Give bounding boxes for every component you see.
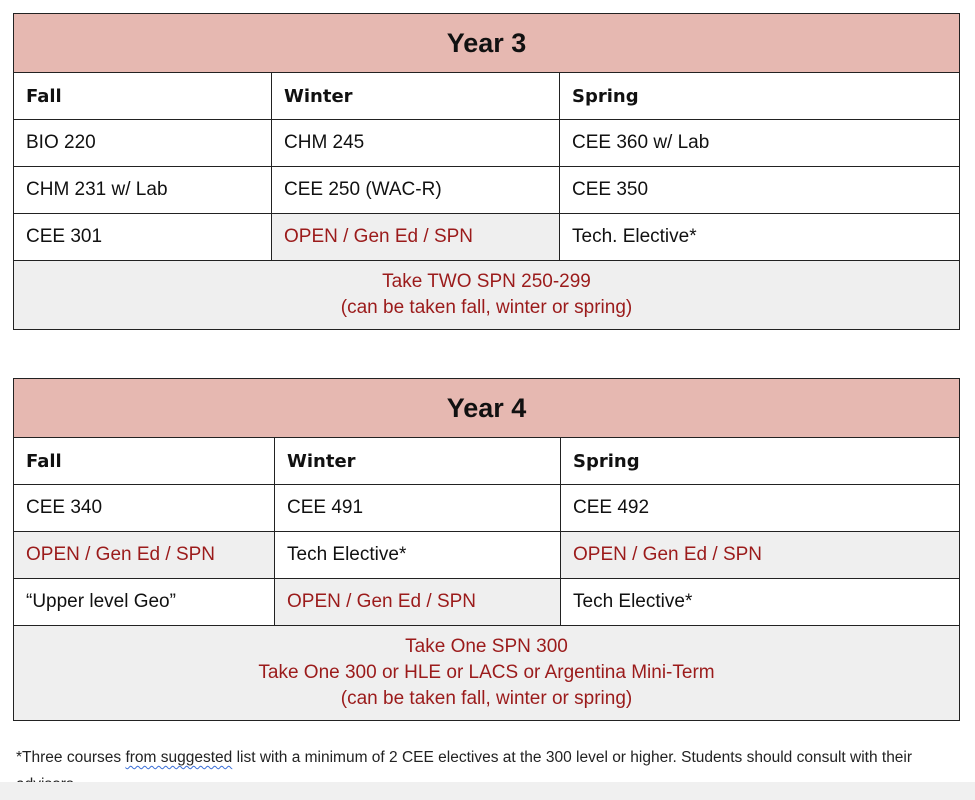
year-4-winter-open-slot: OPEN / Gen Ed / SPN — [275, 579, 561, 626]
year-4-note-line: Take One 300 or HLE or LACS or Argentina Mini-Term — [258, 662, 715, 683]
year-3-header-winter: Winter — [272, 73, 560, 120]
year-4-spring-open-slot: OPEN / Gen Ed / SPN — [561, 532, 960, 579]
year-3-fall-course: BIO 220 — [14, 120, 272, 167]
year-4-fall-course: CEE 340 — [14, 485, 275, 532]
spellcheck-underlined-text[interactable]: from suggested — [125, 749, 233, 766]
year-3-table — [13, 13, 960, 330]
year-4-winter-course: Tech Elective* — [275, 532, 561, 579]
year-3-note-line: (can be taken fall, winter or spring) — [340, 297, 633, 318]
year-4-table — [13, 378, 960, 721]
year-4-note — [14, 626, 960, 721]
year-3-spring-course: CEE 350 — [560, 167, 960, 214]
table-row — [14, 120, 960, 167]
year-3-note-line: Take TWO SPN 250-299 — [382, 271, 591, 292]
window-bottom-bar — [0, 782, 975, 800]
year-3-winter-course: CHM 245 — [272, 120, 560, 167]
year-4-spring-course: Tech Elective* — [561, 579, 960, 626]
table-row — [14, 532, 960, 579]
footnote-text-end: list with a minimum of 2 CEE electives at the 300 level or higher. Students should consult with their — [236, 749, 913, 766]
table-row — [14, 579, 960, 626]
year-3-fall-course: CHM 231 w/ Lab — [14, 167, 272, 214]
year-3-spring-course: Tech. Elective* — [560, 214, 960, 261]
year-4-note-line: Take One SPN 300 — [405, 636, 568, 657]
year-3-header-fall: Fall — [14, 73, 272, 120]
year-4-spring-course: CEE 492 — [561, 485, 960, 532]
footnote-asterisk: * — [16, 749, 23, 766]
year-4-winter-course: CEE 491 — [275, 485, 561, 532]
year-3-fall-course: CEE 301 — [14, 214, 272, 261]
year-4-title: Year 4 — [14, 379, 960, 438]
year-3-winter-open-slot: OPEN / Gen Ed / SPN — [272, 214, 560, 261]
year-4-note-line: (can be taken fall, winter or spring) — [340, 688, 633, 709]
year-4-fall-course: “Upper level Geo” — [14, 579, 275, 626]
table-row — [14, 214, 960, 261]
year-4-fall-open-slot: OPEN / Gen Ed / SPN — [14, 532, 275, 579]
year-3-note — [14, 261, 960, 330]
table-row — [14, 485, 960, 532]
table-row — [14, 167, 960, 214]
year-3-spring-course: CEE 360 w/ Lab — [560, 120, 960, 167]
year-4-header-spring: Spring — [561, 438, 960, 485]
year-3-winter-course: CEE 250 (WAC-R) — [272, 167, 560, 214]
year-4-header-winter: Winter — [275, 438, 561, 485]
year-3-title: Year 3 — [14, 14, 960, 73]
year-3-header-spring: Spring — [560, 73, 960, 120]
footnote-text-start: Three courses — [22, 749, 126, 766]
year-4-header-fall: Fall — [14, 438, 275, 485]
